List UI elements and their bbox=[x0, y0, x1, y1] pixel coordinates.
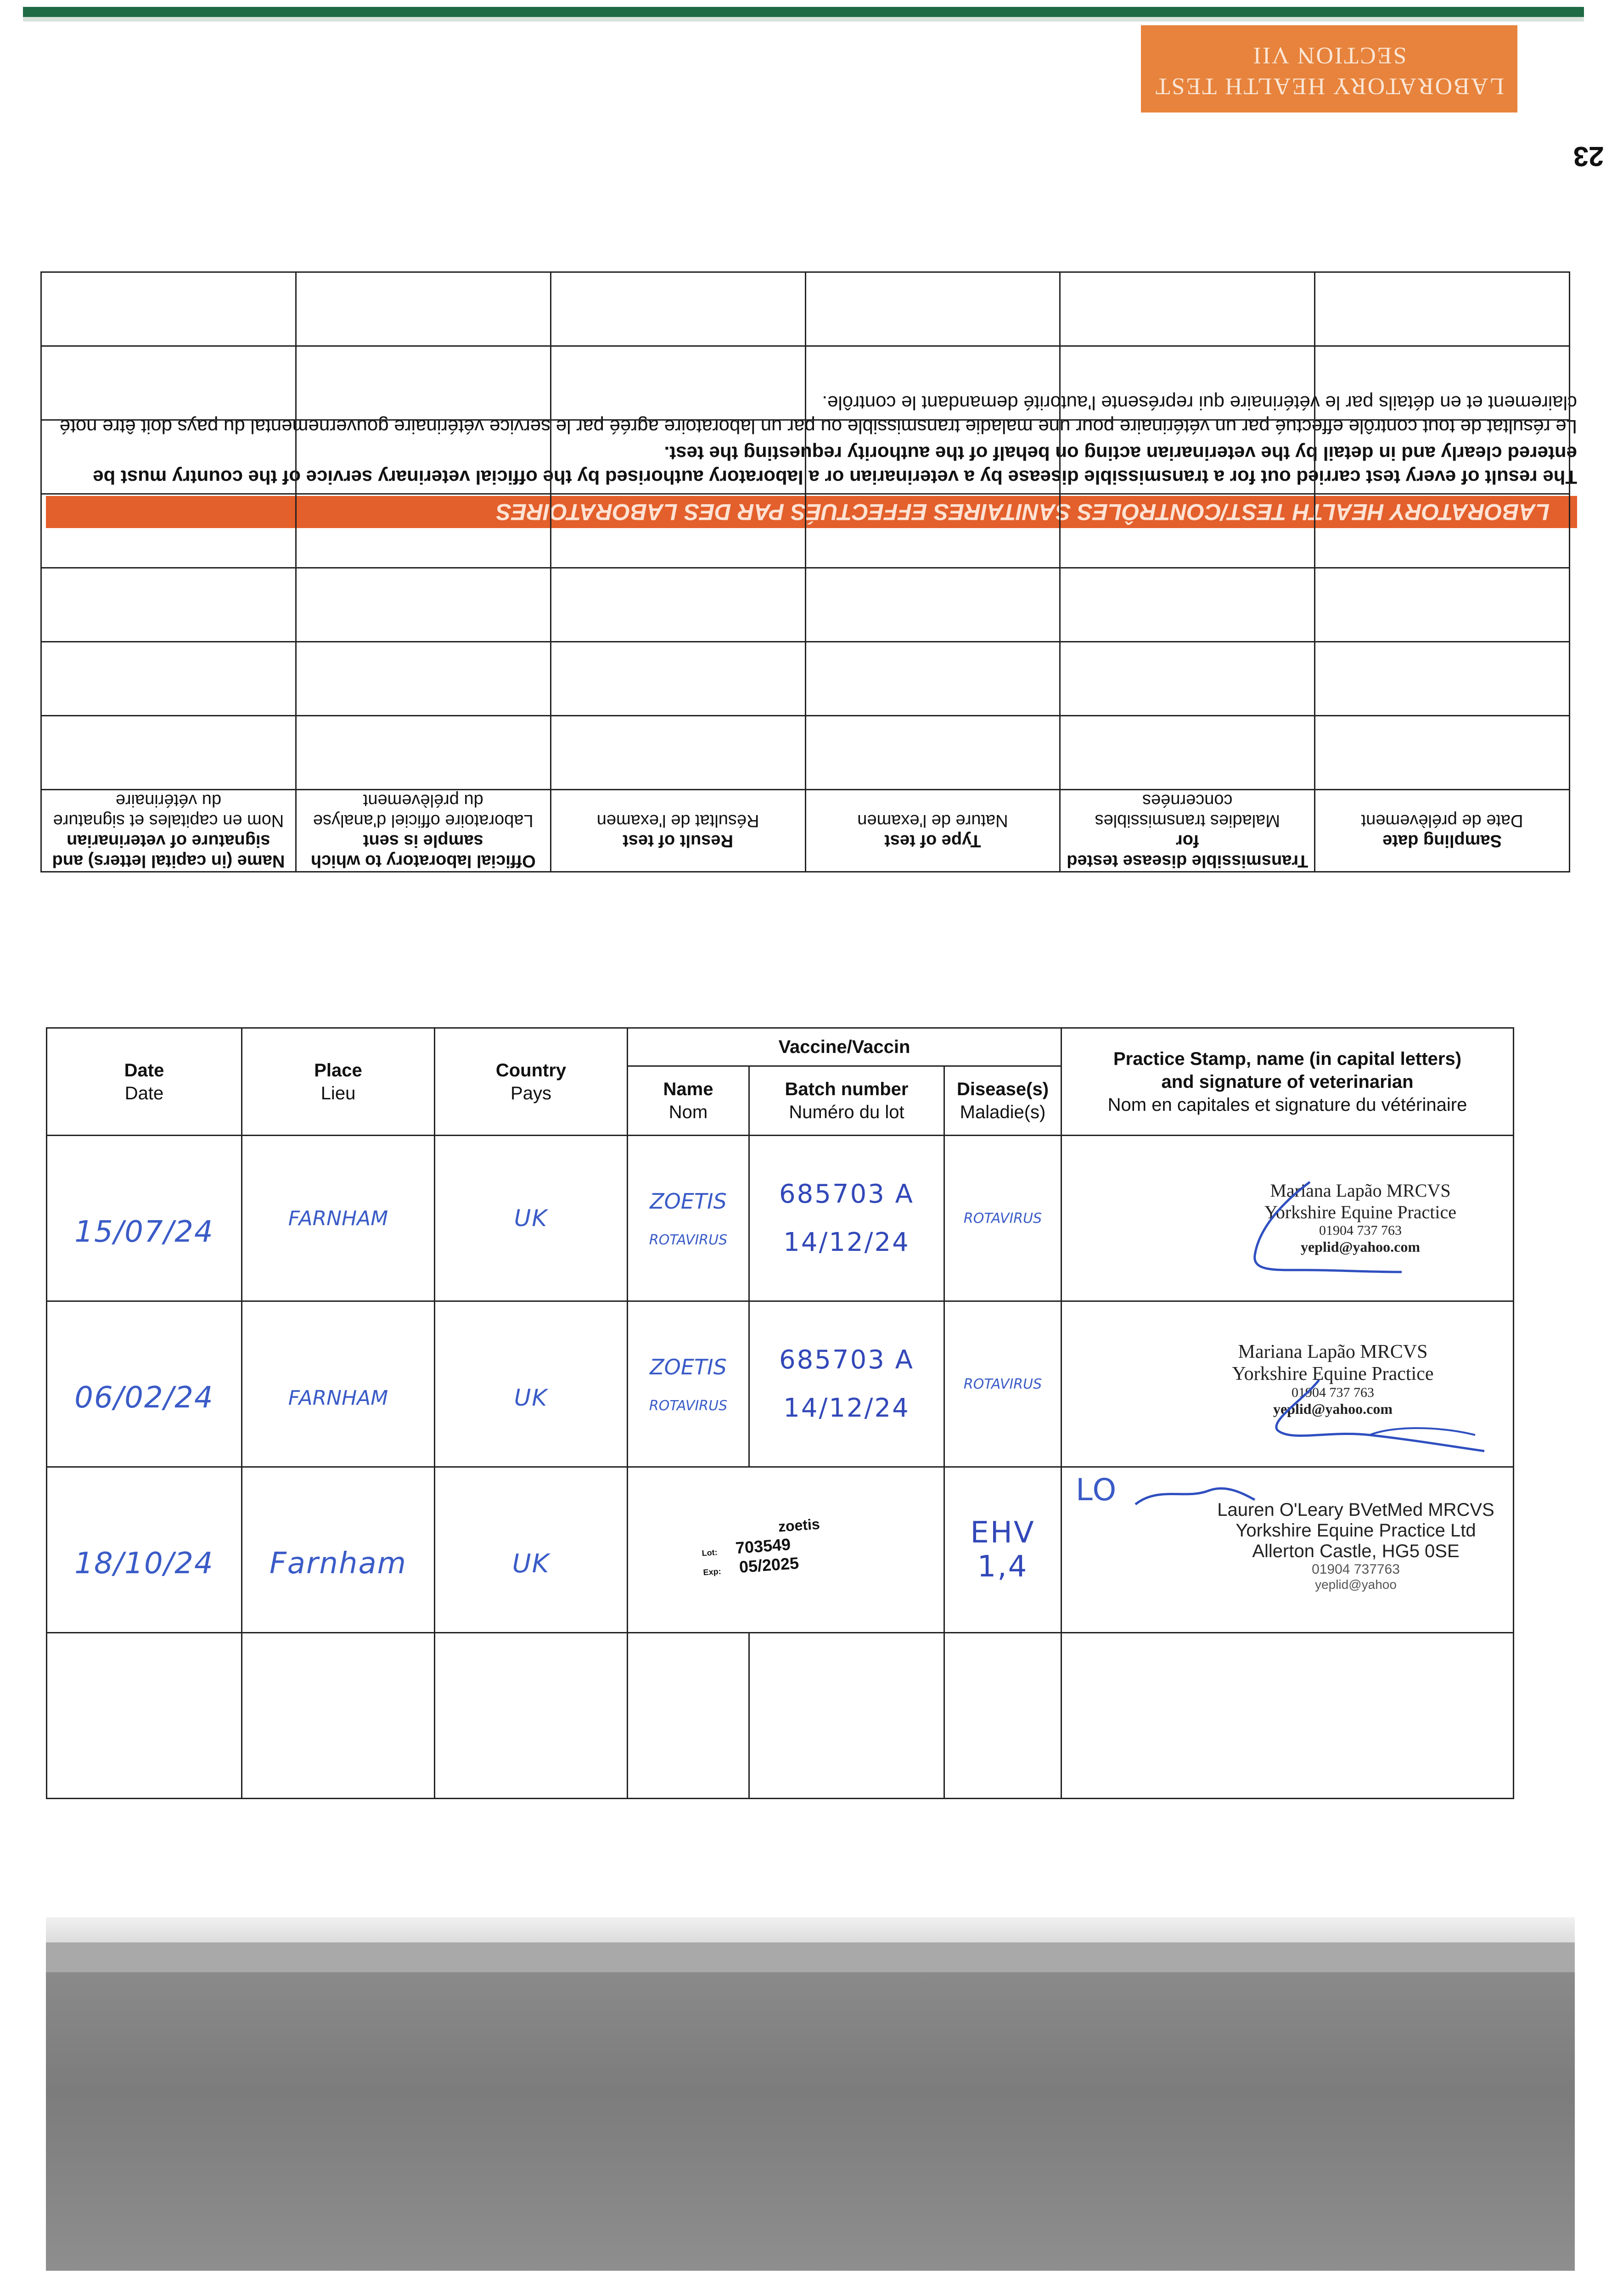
vac-col-vaccine-group: Vaccine/Vaccin bbox=[628, 1028, 1061, 1066]
vac-date-cell: 15/07/24 bbox=[47, 1136, 242, 1301]
vac-place-cell: FARNHAM bbox=[242, 1301, 435, 1467]
vac-date-cell: 18/10/24 bbox=[47, 1467, 242, 1633]
lab-intro-fr: Le résultat de tout contrôle effectué par un vétérinaire pour une maladie transmissible ou par un laboratoire agréé par le service vétérinaire gouvernemental du pays doit être noté clairement et en détails par le vétérinaire qui représente l'autorité demandant le contrôle. bbox=[59, 392, 1577, 438]
vac-country-cell: UK bbox=[435, 1467, 628, 1633]
lab-col-result: Result of test Résultat de l'examen bbox=[550, 790, 805, 872]
vac-col-date: Date Date bbox=[47, 1028, 242, 1136]
vaccination-table bbox=[46, 1027, 1514, 1799]
vac-sticker-cell bbox=[628, 1467, 944, 1633]
vet-signature bbox=[1154, 1320, 1503, 1458]
vet-signature bbox=[1154, 1164, 1411, 1283]
section-tab-line1: LABORATORY HEALTH TEST bbox=[1154, 73, 1505, 99]
vac-name-cell: ZOETIS ROTAVIRUS bbox=[628, 1301, 749, 1467]
vac-row bbox=[47, 1301, 1514, 1467]
vac-disease-cell: ROTAVIRUS bbox=[944, 1136, 1061, 1301]
vac-col-stamp: Practice Stamp, name (in capital letters) and signature of veterinarian Nom en capitales et signature du vétérinaire bbox=[1061, 1028, 1514, 1136]
lab-empty-row bbox=[41, 716, 1570, 790]
vaccine-batch-sticker: zoetis Lot: 703549 Exp: 05/2025 bbox=[701, 1515, 820, 1577]
lab-col-veterinarian: Name (in capital letters) and signature of veterinarian Nom en capitales et signature du vétérinaire bbox=[41, 790, 296, 872]
lab-col-disease: Transmissible disease tested for Maladies transmissibles concernées bbox=[1060, 790, 1315, 872]
vac-col-country: Country Pays bbox=[435, 1028, 628, 1136]
section-tab bbox=[1141, 25, 1517, 113]
vac-date-cell: 06/02/24 bbox=[47, 1301, 242, 1467]
lab-col-sampling-date: Sampling date Date de prélèvement bbox=[1315, 790, 1570, 872]
vac-stamp-cell bbox=[1061, 1467, 1514, 1633]
lab-empty-row bbox=[41, 568, 1570, 642]
inverted-lab-section bbox=[0, 0, 1623, 987]
section-tab-line2: SECTION VII bbox=[1252, 42, 1407, 68]
practice-stamp: Mariana Lapão MRCVS Yorkshire Equine Practice 01904 737 763 yeplid@yahoo.com bbox=[1232, 1341, 1434, 1417]
lab-header-row bbox=[41, 790, 1570, 872]
vac-disease-cell: ROTAVIRUS bbox=[944, 1301, 1061, 1467]
lab-empty-row bbox=[41, 494, 1570, 568]
lab-col-laboratory: Official laboratory to which sample is sent Laboratoire officiel d'analyse du prélèvement bbox=[296, 790, 550, 872]
vet-initials: LO bbox=[1076, 1472, 1118, 1508]
vac-country-cell: UK bbox=[435, 1301, 628, 1467]
vac-batch-cell: 685703 A 14/12/24 bbox=[749, 1136, 944, 1301]
vac-col-name: Name Nom bbox=[628, 1066, 749, 1136]
practice-stamp: Lauren O'Leary BVetMed MRCVS Yorkshire Equine Practice Ltd Allerton Castle, HG5 0SE 01904 737763 yeplid@yahoo bbox=[1217, 1500, 1494, 1592]
vet-signature bbox=[1131, 1472, 1259, 1518]
vac-stamp-cell bbox=[1061, 1301, 1514, 1467]
lab-test-banner: LABORATORY HEALTH TEST/CONTRÔLES SANITAIRES EFFECTUÉS PAR DES LABORATOIRES bbox=[46, 496, 1577, 528]
vac-place-cell: Farnham bbox=[242, 1467, 435, 1633]
vac-row bbox=[47, 1467, 1514, 1633]
lab-col-test-type: Type of test Nature de l'examen bbox=[805, 790, 1060, 872]
lab-empty-row bbox=[41, 346, 1570, 420]
practice-stamp: Mariana Lapão MRCVS Yorkshire Equine Practice 01904 737 763 yeplid@yahoo.com bbox=[1264, 1180, 1457, 1255]
vac-row bbox=[47, 1136, 1514, 1301]
scan-shadow-mid bbox=[46, 1942, 1575, 1972]
vac-col-disease: Disease(s) Maladie(s) bbox=[944, 1066, 1061, 1136]
vac-disease-cell: EHV 1,4 bbox=[944, 1467, 1061, 1633]
vac-country-cell: UK bbox=[435, 1136, 628, 1301]
vac-stamp-cell bbox=[1061, 1136, 1514, 1301]
scan-shadow-dark bbox=[46, 1972, 1575, 2271]
lab-test-table bbox=[40, 271, 1570, 872]
lab-empty-row bbox=[41, 272, 1570, 346]
vac-batch-cell: 685703 A 14/12/24 bbox=[749, 1301, 944, 1467]
lab-intro-en: The result of every test carried out for a transmissible disease by a veterinarian or a laboratory authorised by the official veterinary service of the country must be entered clearly and in detail by the veterinarian acting on behalf of the authority requesting the test. bbox=[93, 443, 1577, 488]
vac-empty-row bbox=[47, 1633, 1514, 1799]
vac-place-cell: FARNHAM bbox=[242, 1136, 435, 1301]
vac-col-batch: Batch number Numéro du lot bbox=[749, 1066, 944, 1136]
vac-col-place: Place Lieu bbox=[242, 1028, 435, 1136]
vac-header-row bbox=[47, 1028, 1514, 1066]
lab-empty-row bbox=[41, 642, 1570, 716]
page-number: 23 bbox=[1573, 141, 1604, 172]
scan-shadow-light bbox=[46, 1917, 1575, 1942]
lab-empty-row bbox=[41, 420, 1570, 494]
vac-name-cell: ZOETIS ROTAVIRUS bbox=[628, 1136, 749, 1301]
